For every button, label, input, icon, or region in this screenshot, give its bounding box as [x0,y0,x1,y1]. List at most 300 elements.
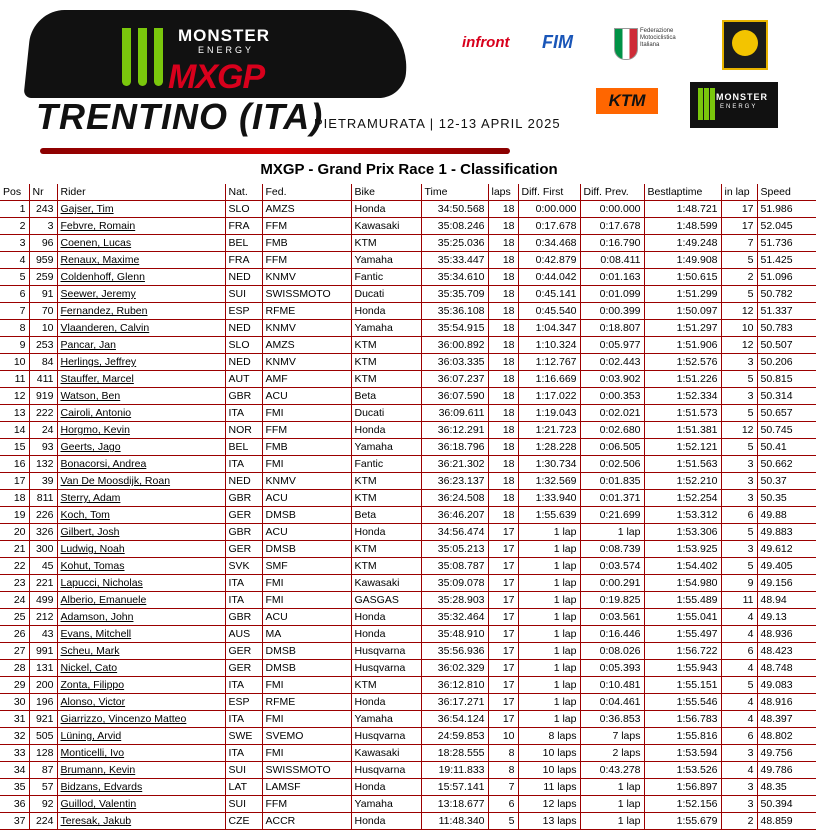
cell-pos: 33 [0,745,29,762]
cell-nr: 87 [29,762,57,779]
cell-diff-prev: 1 lap [580,524,644,541]
cell-nr: 70 [29,303,57,320]
cell-laps: 7 [488,779,518,796]
cell-laps: 17 [488,609,518,626]
cell-bike: Husqvarna [351,660,421,677]
table-row [0,643,816,660]
cell-diff-first: 0:34.468 [518,235,580,252]
cell-time: 36:23.137 [421,473,488,490]
cell-in-lap: 12 [721,337,757,354]
cell-diff-first: 0:17.678 [518,218,580,235]
cell-pos: 29 [0,677,29,694]
cell-fed: DMSB [262,541,351,558]
cell-time: 36:12.291 [421,422,488,439]
cell-laps: 5 [488,813,518,830]
cell-time: 36:09.611 [421,405,488,422]
cell-fed: FFM [262,796,351,813]
cell-speed: 51.096 [757,269,816,286]
cell-time: 24:59.853 [421,728,488,745]
cell-laps: 17 [488,660,518,677]
cell-speed: 48.916 [757,694,816,711]
table-row [0,609,816,626]
cell-speed: 50.35 [757,490,816,507]
cell-rider[interactable]: Nickel, Cato [57,660,225,677]
cell-time: 19:11.833 [421,762,488,779]
cell-rider[interactable]: Bidzans, Edvards [57,779,225,796]
table-row [0,388,816,405]
cell-bike: KTM [351,337,421,354]
cell-bestlaptime: 1:55.497 [644,626,721,643]
cell-fed: SWISSMOTO [262,762,351,779]
column-header-diff-first: Diff. First [518,184,580,201]
cell-nr: 196 [29,694,57,711]
cell-nr: 253 [29,337,57,354]
cell-rider[interactable]: Febvre, Romain [57,218,225,235]
cell-nat: NOR [225,422,262,439]
cell-fed: ACCR [262,813,351,830]
cell-bike: KTM [351,677,421,694]
cell-diff-prev: 0:02.506 [580,456,644,473]
cell-diff-first: 10 laps [518,745,580,762]
table-row [0,320,816,337]
cell-bestlaptime: 1:53.526 [644,762,721,779]
table-row [0,779,816,796]
cell-speed: 48.802 [757,728,816,745]
cell-in-lap: 6 [721,507,757,524]
cell-laps: 18 [488,422,518,439]
monster-energy-badge: MONSTER ENERGY [690,82,778,128]
table-row [0,541,816,558]
cell-bestlaptime: 1:55.679 [644,813,721,830]
cell-rider[interactable]: Stauffer, Marcel [57,371,225,388]
event-header [0,0,818,160]
cell-in-lap: 4 [721,609,757,626]
cell-fed: FMI [262,456,351,473]
cell-time: 36:07.237 [421,371,488,388]
column-header-pos: Pos [0,184,29,201]
cell-bike: Husqvarna [351,762,421,779]
cell-bestlaptime: 1:52.156 [644,796,721,813]
cell-bike: KTM [351,490,421,507]
cell-nr: 505 [29,728,57,745]
cell-bestlaptime: 1:52.334 [644,388,721,405]
cell-time: 34:50.568 [421,201,488,218]
monster-energy-logo-sub: ENERGY [198,45,255,55]
cell-diff-prev: 0:03.574 [580,558,644,575]
cell-fed: ACU [262,609,351,626]
cell-rider[interactable]: Coenen, Lucas [57,235,225,252]
cell-rider[interactable]: Vlaanderen, Calvin [57,320,225,337]
cell-fed: ACU [262,524,351,541]
cell-bestlaptime: 1:56.722 [644,643,721,660]
cell-fed: FMI [262,711,351,728]
cell-laps: 18 [488,201,518,218]
cell-rider[interactable]: Lapucci, Nicholas [57,575,225,592]
cell-speed: 51.736 [757,235,816,252]
cell-diff-prev: 0:03.561 [580,609,644,626]
cell-in-lap: 12 [721,422,757,439]
cell-rider[interactable]: Teresak, Jakub [57,813,225,830]
cell-time: 35:09.078 [421,575,488,592]
cell-fed: AMZS [262,337,351,354]
cell-speed: 51.337 [757,303,816,320]
cell-bike: KTM [351,558,421,575]
cell-nat: ITA [225,575,262,592]
cell-fed: KNMV [262,320,351,337]
cell-rider[interactable]: Pancar, Jan [57,337,225,354]
cell-nat: ESP [225,694,262,711]
cell-pos: 1 [0,201,29,218]
fim-logo: FIM [542,32,573,52]
cell-bestlaptime: 1:51.299 [644,286,721,303]
cell-time: 35:35.709 [421,286,488,303]
cell-diff-first: 1:17.022 [518,388,580,405]
cell-nat: SUI [225,796,262,813]
cell-laps: 17 [488,643,518,660]
cell-fed: ACU [262,388,351,405]
cell-bike: Honda [351,609,421,626]
cell-nat: NED [225,473,262,490]
cell-rider[interactable]: Watson, Ben [57,388,225,405]
cell-bike: Fantic [351,269,421,286]
cell-diff-first: 1 lap [518,541,580,558]
cell-time: 35:36.108 [421,303,488,320]
cell-bestlaptime: 1:56.897 [644,779,721,796]
cell-nat: ITA [225,745,262,762]
cell-rider[interactable]: Fernandez, Ruben [57,303,225,320]
cell-bike: Husqvarna [351,643,421,660]
cell-bike: Honda [351,779,421,796]
classification-table [0,184,816,830]
cell-diff-prev: 0:36.853 [580,711,644,728]
cell-pos: 15 [0,439,29,456]
fmi-shield-icon [614,28,638,60]
cell-pos: 16 [0,456,29,473]
cell-nat: SVK [225,558,262,575]
cell-diff-prev: 7 laps [580,728,644,745]
cell-time: 36:54.124 [421,711,488,728]
column-header-laps: laps [488,184,518,201]
cell-bike: Yamaha [351,711,421,728]
cell-diff-first: 1:10.324 [518,337,580,354]
cell-speed: 49.612 [757,541,816,558]
cell-in-lap: 12 [721,303,757,320]
cell-pos: 13 [0,405,29,422]
cell-bike: Ducati [351,286,421,303]
cell-diff-first: 12 laps [518,796,580,813]
cell-in-lap: 3 [721,779,757,796]
cell-diff-prev: 0:06.505 [580,439,644,456]
cell-rider[interactable]: Monticelli, Ivo [57,745,225,762]
cell-rider[interactable]: Sterry, Adam [57,490,225,507]
cell-in-lap: 5 [721,286,757,303]
cell-diff-prev: 0:01.099 [580,286,644,303]
cell-rider[interactable]: Coldenhoff, Glenn [57,269,225,286]
cell-nr: 57 [29,779,57,796]
cell-bike: Yamaha [351,796,421,813]
cell-diff-prev: 0:02.680 [580,422,644,439]
cell-in-lap: 3 [721,796,757,813]
cell-pos: 17 [0,473,29,490]
infront-logo: infront [462,34,510,51]
cell-rider[interactable]: Gajser, Tim [57,201,225,218]
cell-rider[interactable]: Geerts, Jago [57,439,225,456]
cell-nr: 96 [29,235,57,252]
cell-nr: 959 [29,252,57,269]
cell-bestlaptime: 1:51.297 [644,320,721,337]
cell-pos: 20 [0,524,29,541]
cell-diff-prev: 0:00.000 [580,201,644,218]
table-row [0,711,816,728]
cell-bike: Honda [351,626,421,643]
cell-in-lap: 10 [721,320,757,337]
cell-in-lap: 5 [721,405,757,422]
table-header-row [0,184,816,201]
cell-speed: 49.88 [757,507,816,524]
cell-fed: SWISSMOTO [262,286,351,303]
cell-in-lap: 4 [721,762,757,779]
cell-nr: 300 [29,541,57,558]
cell-time: 35:08.787 [421,558,488,575]
cell-diff-first: 0:45.141 [518,286,580,303]
cell-bestlaptime: 1:54.402 [644,558,721,575]
cell-nr: 326 [29,524,57,541]
cell-diff-first: 0:44.042 [518,269,580,286]
cell-speed: 49.156 [757,575,816,592]
cell-diff-first: 1:19.043 [518,405,580,422]
cell-nat: CZE [225,813,262,830]
cell-time: 35:28.903 [421,592,488,609]
cell-speed: 50.783 [757,320,816,337]
cell-time: 36:46.207 [421,507,488,524]
cell-nat: NED [225,269,262,286]
cell-rider[interactable]: Brumann, Kevin [57,762,225,779]
cell-diff-first: 1:32.569 [518,473,580,490]
cell-nat: GBR [225,609,262,626]
cell-speed: 49.405 [757,558,816,575]
cell-in-lap: 3 [721,473,757,490]
cell-nr: 84 [29,354,57,371]
cell-diff-prev: 0:01.371 [580,490,644,507]
cell-speed: 50.507 [757,337,816,354]
cell-time: 35:33.447 [421,252,488,269]
cell-nr: 92 [29,796,57,813]
cell-diff-first: 1 lap [518,660,580,677]
cell-diff-prev: 0:02.021 [580,405,644,422]
cell-bestlaptime: 1:56.783 [644,711,721,728]
cell-rider[interactable]: Alberio, Emanuele [57,592,225,609]
cell-speed: 50.41 [757,439,816,456]
cell-speed: 50.662 [757,456,816,473]
cell-bestlaptime: 1:49.248 [644,235,721,252]
cell-fed: FMI [262,405,351,422]
cell-pos: 3 [0,235,29,252]
cell-pos: 37 [0,813,29,830]
cell-laps: 18 [488,354,518,371]
cell-fed: FMI [262,745,351,762]
table-row [0,371,816,388]
monster-energy-logo: MONSTER [178,26,270,45]
cell-fed: MA [262,626,351,643]
cell-speed: 51.425 [757,252,816,269]
cell-diff-first: 1 lap [518,677,580,694]
cell-fed: SMF [262,558,351,575]
cell-rider[interactable]: Renaux, Maxime [57,252,225,269]
cell-speed: 52.045 [757,218,816,235]
cell-diff-first: 1:21.723 [518,422,580,439]
cell-time: 36:07.590 [421,388,488,405]
cell-rider[interactable]: Gilbert, Josh [57,524,225,541]
cell-diff-first: 1 lap [518,609,580,626]
cell-diff-first: 0:00.000 [518,201,580,218]
cell-nat: AUS [225,626,262,643]
cell-rider[interactable]: Zonta, Filippo [57,677,225,694]
cell-nr: 226 [29,507,57,524]
cell-fed: FMB [262,235,351,252]
cell-bike: Yamaha [351,252,421,269]
cell-bike: Honda [351,303,421,320]
cell-diff-prev: 2 laps [580,745,644,762]
cell-laps: 6 [488,796,518,813]
cell-speed: 50.782 [757,286,816,303]
cell-diff-prev: 0:04.461 [580,694,644,711]
cell-nat: GBR [225,388,262,405]
cell-nr: 811 [29,490,57,507]
cell-speed: 50.745 [757,422,816,439]
cell-rider[interactable]: Alonso, Victor [57,694,225,711]
cell-rider[interactable]: Bonacorsi, Andrea [57,456,225,473]
table-row [0,354,816,371]
cell-rider[interactable]: Herlings, Jeffrey [57,354,225,371]
cell-bike: Honda [351,524,421,541]
cell-nr: 91 [29,286,57,303]
cell-nat: FRA [225,218,262,235]
cell-laps: 17 [488,694,518,711]
cell-speed: 48.748 [757,660,816,677]
cell-time: 35:34.610 [421,269,488,286]
cell-diff-first: 0:45.540 [518,303,580,320]
cell-rider[interactable]: Horgmo, Kevin [57,422,225,439]
event-subtitle: PIETRAMURATA | 12-13 APRIL 2025 [314,116,561,131]
cell-nat: SLO [225,201,262,218]
cell-nr: 919 [29,388,57,405]
table-row [0,762,816,779]
cell-time: 13:18.677 [421,796,488,813]
cell-rider[interactable]: Cairoli, Antonio [57,405,225,422]
cell-time: 36:21.302 [421,456,488,473]
cell-bike: Fantic [351,456,421,473]
cell-laps: 17 [488,575,518,592]
monster-claw-icon [122,28,131,86]
cell-pos: 27 [0,643,29,660]
table-row [0,218,816,235]
cell-pos: 22 [0,558,29,575]
cell-diff-prev: 0:19.825 [580,592,644,609]
cell-in-lap: 4 [721,694,757,711]
cell-time: 36:17.271 [421,694,488,711]
cell-in-lap: 4 [721,711,757,728]
cell-bike: Husqvarna [351,728,421,745]
cell-time: 35:08.246 [421,218,488,235]
cell-diff-prev: 0:02.443 [580,354,644,371]
cell-diff-first: 13 laps [518,813,580,830]
cell-diff-first: 1 lap [518,575,580,592]
cell-pos: 23 [0,575,29,592]
table-row [0,422,816,439]
cell-laps: 18 [488,456,518,473]
cell-rider[interactable]: Scheu, Mark [57,643,225,660]
cell-rider[interactable]: Evans, Mitchell [57,626,225,643]
cell-laps: 18 [488,405,518,422]
cell-laps: 18 [488,473,518,490]
cell-diff-prev: 1 lap [580,813,644,830]
cell-in-lap: 3 [721,354,757,371]
cell-nat: LAT [225,779,262,796]
cell-laps: 17 [488,592,518,609]
cell-bestlaptime: 1:50.097 [644,303,721,320]
cell-speed: 48.397 [757,711,816,728]
cell-time: 34:56.474 [421,524,488,541]
cell-time: 35:32.464 [421,609,488,626]
cell-diff-prev: 0:08.411 [580,252,644,269]
cell-bike: Ducati [351,405,421,422]
cell-laps: 17 [488,541,518,558]
header-divider [40,148,510,154]
cell-laps: 18 [488,507,518,524]
cell-fed: AMF [262,371,351,388]
cell-speed: 49.13 [757,609,816,626]
cell-time: 11:48.340 [421,813,488,830]
cell-diff-first: 1 lap [518,626,580,643]
cell-rider[interactable]: Van De Moosdijk, Roan [57,473,225,490]
cell-in-lap: 17 [721,218,757,235]
cell-in-lap: 2 [721,269,757,286]
cell-in-lap: 9 [721,575,757,592]
cell-fed: KNMV [262,354,351,371]
cell-laps: 17 [488,711,518,728]
page-title: MXGP - Grand Prix Race 1 - Classification [260,161,558,178]
cell-rider[interactable]: Ludwig, Noah [57,541,225,558]
cell-laps: 17 [488,524,518,541]
cell-diff-prev: 0:00.399 [580,303,644,320]
cell-diff-first: 1 lap [518,558,580,575]
cell-nat: GER [225,541,262,558]
cell-bestlaptime: 1:52.121 [644,439,721,456]
cell-fed: DMSB [262,643,351,660]
cell-rider[interactable]: Koch, Tom [57,507,225,524]
cell-time: 36:02.329 [421,660,488,677]
cell-rider[interactable]: Giarrizzo, Vincenzo Matteo [57,711,225,728]
cell-in-lap: 5 [721,677,757,694]
cell-bike: KTM [351,235,421,252]
cell-rider[interactable]: Kohut, Tomas [57,558,225,575]
cell-bike: Kawasaki [351,218,421,235]
cell-laps: 18 [488,252,518,269]
cell-nr: 259 [29,269,57,286]
cell-diff-first: 1:28.228 [518,439,580,456]
cell-diff-prev: 0:10.481 [580,677,644,694]
cell-nat: ITA [225,592,262,609]
cell-pos: 7 [0,303,29,320]
cell-rider[interactable]: Seewer, Jeremy [57,286,225,303]
cell-bike: KTM [351,371,421,388]
cell-nat: SUI [225,286,262,303]
cell-rider[interactable]: Guillod, Valentin [57,796,225,813]
cell-laps: 8 [488,745,518,762]
cell-rider[interactable]: Adamson, John [57,609,225,626]
cell-laps: 18 [488,388,518,405]
cell-rider[interactable]: Lüning, Arvid [57,728,225,745]
